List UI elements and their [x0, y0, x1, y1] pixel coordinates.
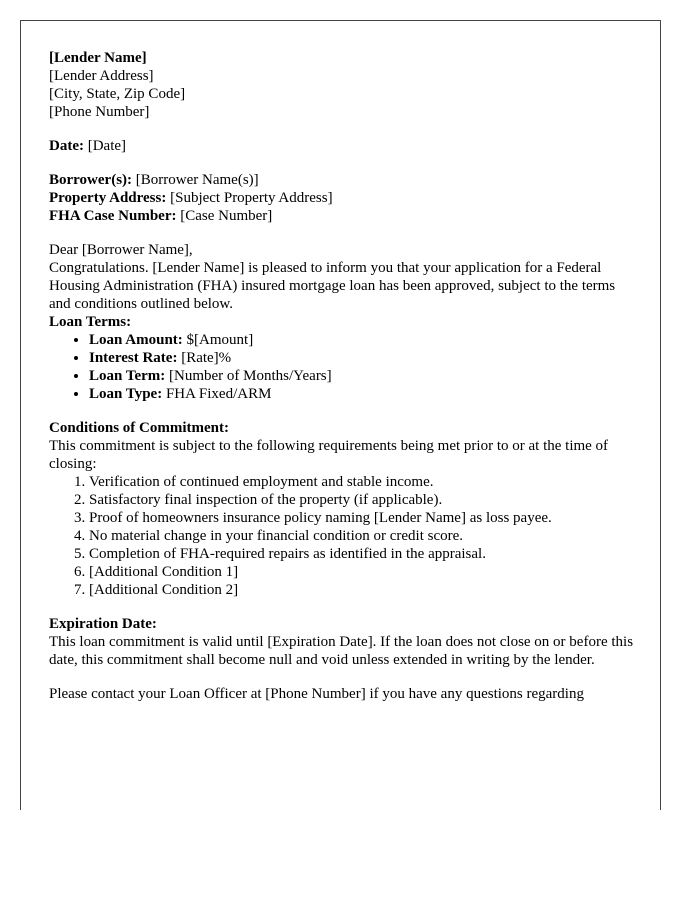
loan-term-label: Loan Type:	[89, 386, 163, 402]
lender-address: [Lender Address]	[49, 68, 154, 84]
condition-item: 5. Completion of FHA-required repairs as identified in the appraisal.	[89, 545, 639, 563]
conditions-list	[49, 473, 639, 599]
loan-terms-heading: Loan Terms:	[49, 314, 132, 330]
property-value: [Subject Property Address]	[170, 190, 333, 206]
condition-item: 6. [Additional Condition 1]	[89, 563, 639, 581]
loan-terms-list	[49, 331, 639, 403]
case-label: FHA Case Number:	[49, 208, 177, 224]
loan-term-value: FHA Fixed/ARM	[165, 386, 272, 402]
borrowers-line	[49, 171, 639, 189]
date-label: Date:	[49, 138, 84, 154]
borrowers-label: Borrower(s):	[49, 172, 133, 188]
lender-phone: [Phone Number]	[49, 104, 150, 120]
salutation: Dear [Borrower Name],	[49, 242, 193, 258]
expiration-block	[49, 615, 639, 669]
loan-term-label: Interest Rate:	[89, 350, 178, 366]
loan-term-value: [Rate]%	[181, 350, 232, 366]
loan-term-item	[89, 331, 639, 349]
condition-item: 4. No material change in your financial condition or credit score.	[89, 527, 639, 545]
letter-page	[20, 20, 661, 810]
expiration-text: This loan commitment is valid until [Expiration Date]. If the loan does not close on or before this date, this commitment shall become null and void unless extended in writing by the lender.	[49, 634, 634, 668]
intro-paragraph: Congratulations. [Lender Name] is pleased to inform you that your application for a Federal Housing Administration (FHA) insured mortgage loan has been approved, subject to the terms and conditions outlined below.	[49, 260, 616, 312]
property-label: Property Address:	[49, 190, 167, 206]
loan-term-value: $[Amount]	[186, 332, 254, 348]
case-value: [Case Number]	[180, 208, 273, 224]
condition-item: 2. Satisfactory final inspection of the property (if applicable).	[89, 491, 639, 509]
date-value: [Date]	[87, 138, 127, 154]
condition-item: 1. Verification of continued employment and stable income.	[89, 473, 639, 491]
loan-term-label: Loan Term:	[89, 368, 166, 384]
loan-term-item	[89, 367, 639, 385]
loan-term-value: [Number of Months/Years]	[169, 368, 332, 384]
date-line	[49, 137, 639, 155]
loan-term-label: Loan Amount:	[89, 332, 183, 348]
condition-item: 7. [Additional Condition 2]	[89, 581, 639, 599]
loan-term-item	[89, 385, 639, 403]
date-block	[49, 137, 639, 155]
lender-block	[49, 49, 639, 121]
lender-city-state-zip: [City, State, Zip Code]	[49, 86, 186, 102]
case-number-line	[49, 207, 639, 225]
letter-content	[49, 49, 639, 703]
closing-paragraph: Please contact your Loan Officer at [Phone Number] if you have any questions regarding	[49, 686, 584, 702]
expiration-heading: Expiration Date:	[49, 616, 157, 632]
loan-term-item	[89, 349, 639, 367]
lender-name: [Lender Name]	[49, 50, 147, 66]
condition-item: 3. Proof of homeowners insurance policy naming [Lender Name] as loss payee.	[89, 509, 639, 527]
conditions-heading: Conditions of Commitment:	[49, 420, 229, 436]
borrowers-value: [Borrower Name(s)]	[135, 172, 259, 188]
borrower-info-block	[49, 171, 639, 225]
property-line	[49, 189, 639, 207]
conditions-intro: This commitment is subject to the following requirements being met prior to or at the time of closing:	[49, 438, 609, 472]
